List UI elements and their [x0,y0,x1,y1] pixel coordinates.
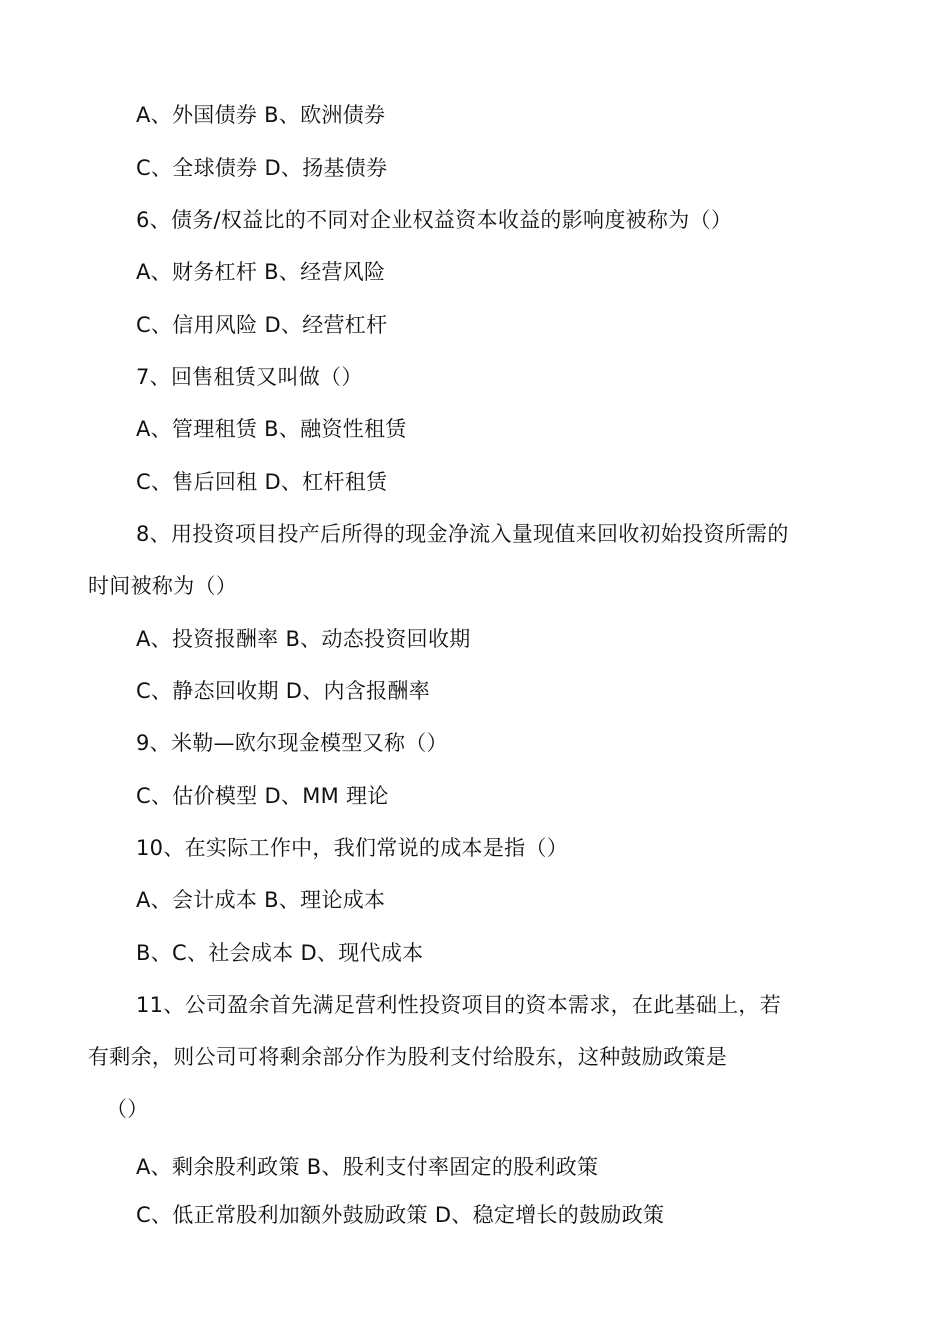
option-line-q7-ab: A、管理租赁 B、融资性租赁 [136,417,407,441]
question-9: 9、米勒—欧尔现金模型又称（） [136,731,448,755]
question-11-line-3: （） [106,1097,149,1121]
option-line-q10-cd: B、C、社会成本 D、现代成本 [136,941,424,965]
option-line-q6-cd: C、信用风险 D、经营杠杆 [136,313,388,337]
option-line-q5-cd: C、全球债券 D、扬基债券 [136,156,388,180]
question-11-line-1: 11、公司盈余首先满足营利性投资项目的资本需求，在此基础上，若 [136,993,782,1017]
question-8-line-2: 时间被称为（） [88,574,238,598]
option-line-q11-ab: A、剩余股利政策 B、股利支付率固定的股利政策 [136,1155,599,1179]
question-11-line-2: 有剩余，则公司可将剩余部分作为股利支付给股东，这种鼓励政策是 [88,1045,727,1069]
question-8-line-1: 8、用投资项目投产后所得的现金净流入量现值来回收初始投资所需的 [136,522,789,546]
option-line-q11-cd: C、低正常股利加额外鼓励政策 D、稳定增长的鼓励政策 [136,1203,665,1227]
option-line-q8-ab: A、投资报酬率 B、动态投资回收期 [136,627,471,651]
option-line-q5-ab: A、外国债券 B、欧洲债券 [136,103,386,127]
question-6: 6、债务/权益比的不同对企业权益资本收益的影响度被称为（） [136,208,733,232]
option-line-q10-ab: A、会计成本 B、理论成本 [136,888,386,912]
question-7: 7、回售租赁又叫做（） [136,365,363,389]
option-line-q8-cd: C、静态回收期 D、内含报酬率 [136,679,431,703]
question-10: 10、在实际工作中，我们常说的成本是指（） [136,836,569,860]
option-line-q6-ab: A、财务杠杆 B、经营风险 [136,260,386,284]
option-line-q9-cd: C、估价模型 D、MM 理论 [136,784,389,808]
option-line-q7-cd: C、售后回租 D、杠杆租赁 [136,470,388,494]
